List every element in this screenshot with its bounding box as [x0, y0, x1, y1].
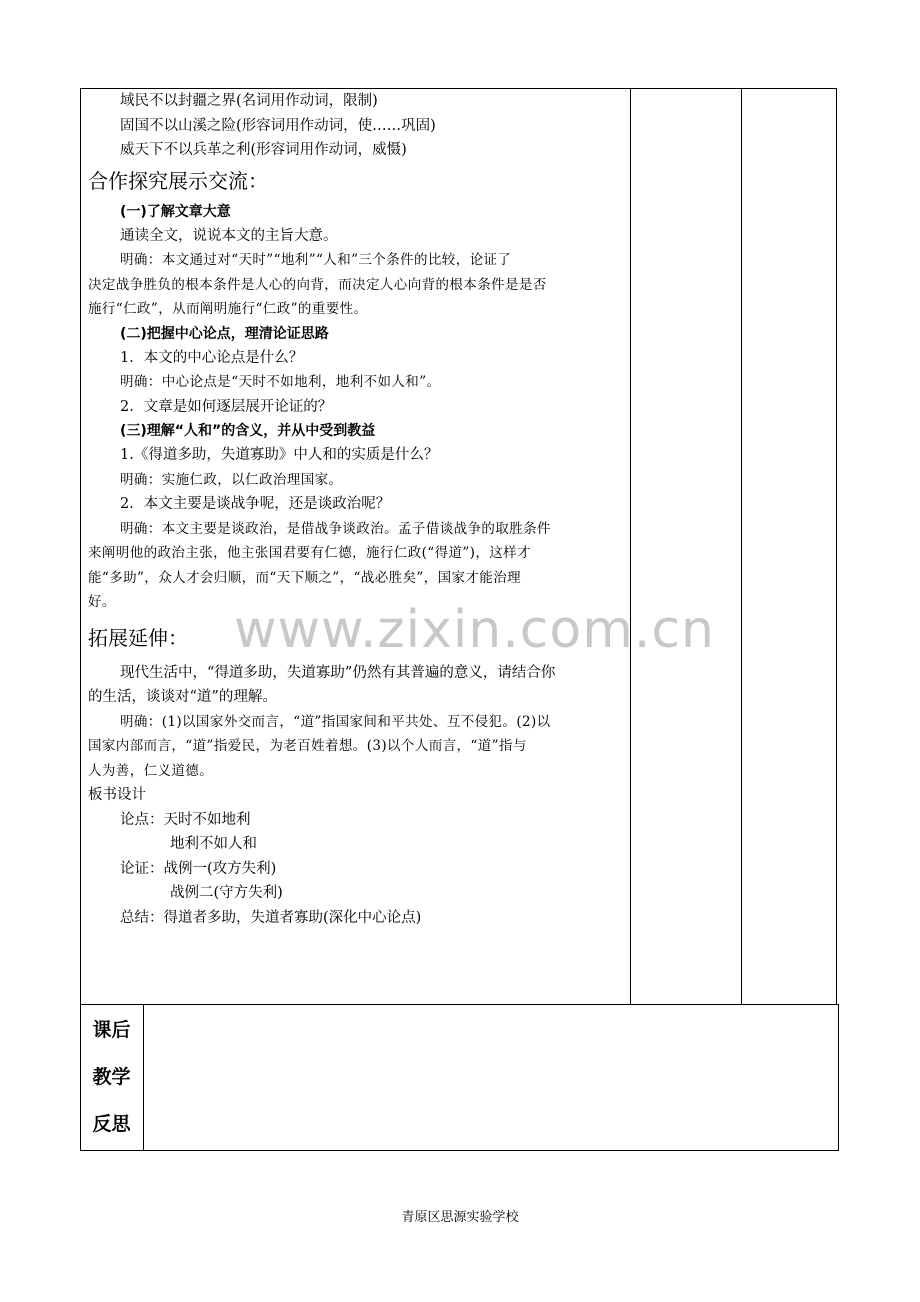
reflection-table-frame — [80, 1004, 839, 1151]
board-proof-2: 战例二(守方失利) — [170, 885, 283, 901]
part2-heading: (二)把握中心论点，理清论证思路 — [120, 325, 329, 342]
part2-question-2: 2．文章是如何逐层展开论证的？ — [120, 398, 333, 415]
part3-answer-2-line: 好。 — [88, 594, 116, 610]
watermark: www.zixin.com.cn — [234, 600, 715, 660]
column-divider-1 — [630, 88, 631, 1005]
board-summary-text: 得道者多助，失道者寡助(深化中心论点) — [163, 909, 422, 926]
board-summary — [88, 906, 624, 931]
part1-question: 通读全文，说说本文的主旨大意。 — [120, 227, 338, 244]
board-proof-label: 论证： — [120, 860, 164, 877]
reflection-label-line: 反思 — [92, 1113, 131, 1135]
part3-answer-2-line: 明确：本文主要是谈政治，是借战争谈政治。孟子借谈战争的取胜条件 — [120, 520, 551, 537]
board-proof-1: 战例一(攻方失利) — [163, 860, 277, 877]
part3-heading: (三)理解“人和”的含义，并从中受到教益 — [120, 423, 376, 439]
part1-answer-line: 决定战争胜负的根本条件是人心的向背，而决定人心向背的根本条件是是否 — [88, 276, 547, 293]
section-title-cooperation: 合作探究展示交流： — [88, 168, 268, 193]
vocab-line: 域民不以封疆之界(名词用作动词，限制) — [120, 93, 378, 109]
extension-answer-line: 国家内部而言，“道”指爱民，为老百姓着想。(3)以个人而言，“道”指与 — [88, 738, 527, 754]
part3-answer-1: 明确：实施仁政，以仁政治理国家。 — [120, 471, 343, 488]
part2-question-1: 1．本文的中心论点是什么？ — [120, 349, 304, 366]
column-divider-2 — [741, 88, 742, 1005]
extension-question-line: 的生活，谈谈对“道”的理解。 — [88, 689, 277, 705]
board-thesis-2: 地利不如人和 — [170, 836, 257, 852]
part1-answer-line: 施行“仁政”，从而阐明施行“仁政”的重要性。 — [88, 301, 368, 317]
part2-answer-1: 明确：中心论点是“天时不如地利，地利不如人和”。 — [120, 374, 441, 390]
part1-heading: (一)了解文章大意 — [120, 203, 231, 220]
vocab-line: 固国不以山溪之险(形容词用作动词，使……巩固) — [120, 117, 436, 134]
reflection-label-line: 课后 — [92, 1019, 131, 1041]
extension-question-line: 现代生活中，“得道多助，失道寡助”仍然有其普遍的意义，请结合你 — [120, 664, 556, 681]
board-design-title: 板书设计 — [88, 787, 146, 803]
reflection-label — [80, 1005, 143, 1150]
board-summary-label: 总结： — [120, 909, 164, 926]
part3-answer-2-line: 能“多助”，众人才会归顺，而“天下顺之”，“战必胜矣”，国家才能治理 — [88, 569, 522, 586]
reflection-label-line: 教学 — [92, 1066, 131, 1088]
page-footer: 青原区思源实验学校 — [401, 1210, 519, 1225]
section-title-extension: 拓展延伸： — [88, 625, 188, 650]
extension-answer-line: 人为善，仁义道德。 — [88, 762, 214, 779]
vocab-line: 威天下不以兵革之利(形容词用作动词，威慑) — [120, 142, 407, 158]
board-thesis — [88, 808, 624, 833]
part3-question-1: 1.《得道多助，失道寡助》中人和的实质是什么？ — [120, 447, 439, 463]
part3-question-2: 2．本文主要是谈战争呢，还是谈政治呢？ — [120, 496, 391, 512]
board-thesis-1: 天时不如地利 — [163, 811, 251, 828]
extension-answer-line: 明确：(1)以国家外交而言，“道”指国家间和平共处、互不侵犯。(2)以 — [120, 713, 551, 730]
part3-answer-2-line: 来阐明他的政治主张，他主张国君要有仁德，施行仁政(“得道”)，这样才 — [88, 545, 531, 561]
board-thesis-label: 论点： — [120, 811, 164, 828]
reflection-divider — [143, 1004, 144, 1151]
lesson-content — [88, 89, 624, 930]
part1-answer-line: 明确：本文通过对“天时”“地利”“人和”三个条件的比较，论证了 — [120, 252, 512, 268]
board-proof — [88, 857, 624, 882]
